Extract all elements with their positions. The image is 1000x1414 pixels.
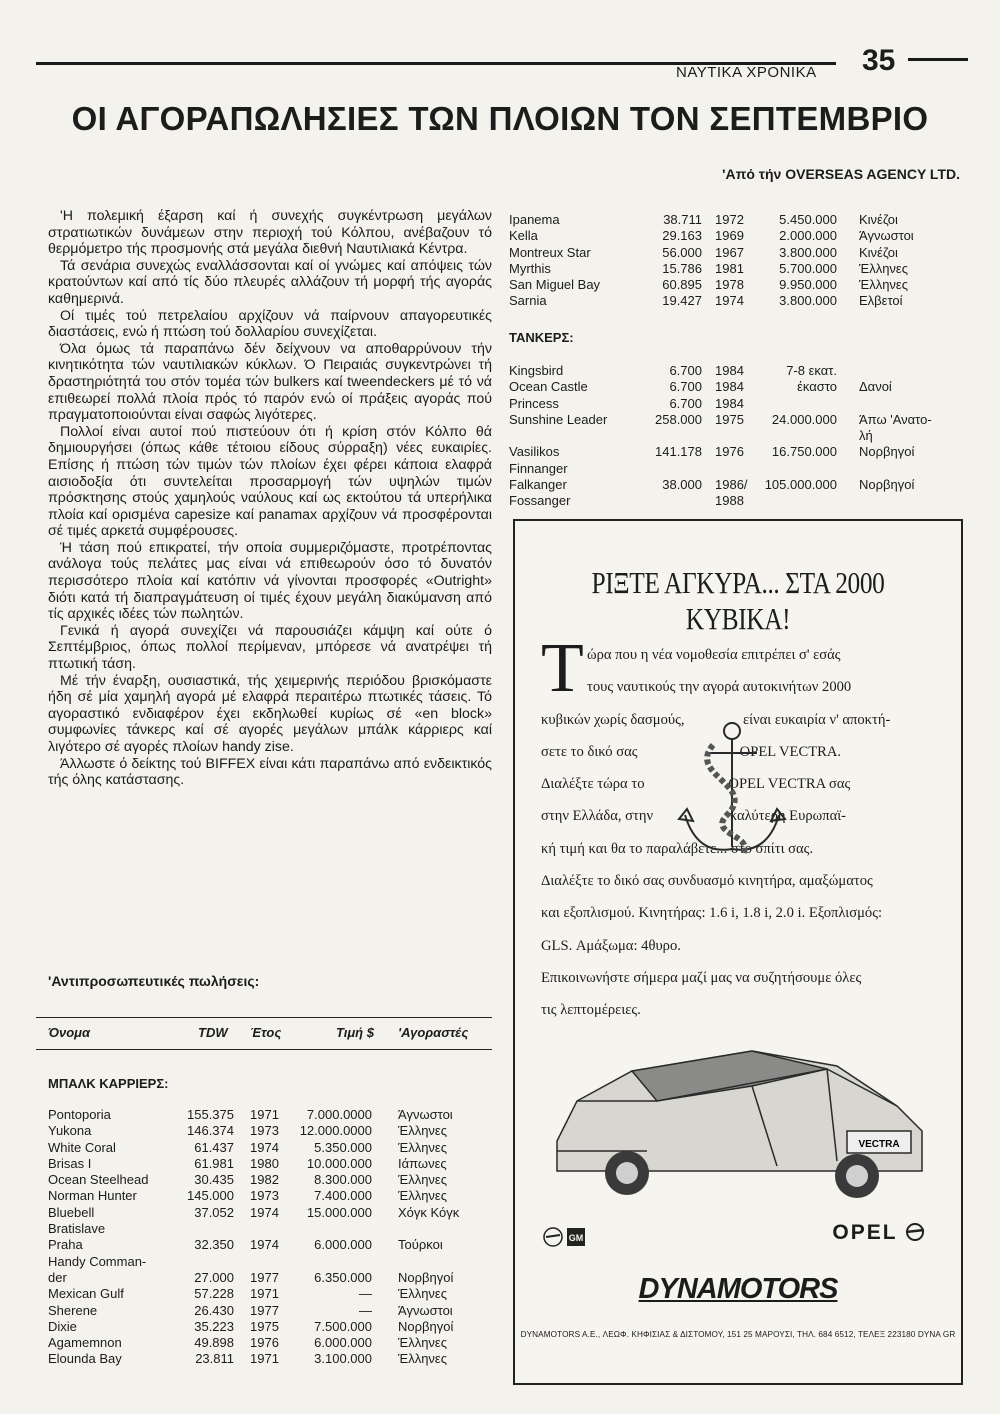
cell-name: Kingsbird (509, 363, 564, 378)
cell-buyers: Άγνωστοι (398, 1107, 453, 1122)
table-row (509, 493, 959, 509)
cell-tdw: 15.786 (662, 260, 702, 276)
cell-tdw: 38.711 (663, 212, 702, 227)
paragraph: 'Η πολεμική έξαρση καί ή συνεχής συγκέντρωση μεγάλων στρατιωτικών δυνάμεων στην περιοχή τού Κόλπου, ανέβαζουν τό θερμόμετρο τής προσμονής στά μεγάλα διεθνή Ναυτιλιακά Κέντρα. (48, 208, 492, 258)
cell-year: 1974 (250, 1237, 279, 1253)
cell-name: Ocean Steelhead (48, 1172, 149, 1188)
table-row (509, 396, 959, 412)
col-header-tdw: TDW (198, 1025, 228, 1040)
cell-buyers: Κινέζοι (859, 212, 898, 227)
cell-year: 1973 (250, 1188, 279, 1204)
cell-tdw: 19.427 (662, 293, 702, 309)
table-row (48, 1107, 478, 1123)
cell-year: 1980 (250, 1155, 279, 1171)
cell-price: 2.000.000 (779, 228, 837, 244)
cell-price: 5.450.000 (779, 212, 837, 227)
cell-buyers: Δανοί (859, 379, 892, 395)
cell-year: 1971 (250, 1351, 279, 1367)
cell-name: Mexican Gulf (48, 1286, 124, 1302)
table-row (509, 245, 959, 261)
cell-price: 105.000.000 (764, 477, 837, 493)
cell-name: Fossanger (509, 493, 571, 509)
table-row (48, 1205, 478, 1221)
table-row (48, 1140, 478, 1156)
cell-year: 1977 (250, 1269, 279, 1285)
ad-text-line: και εξοπλισμού. Κινητήρας: 1.6 i, 1.8 i, 2.0 i. Εξοπλισμός: (541, 905, 883, 922)
cell-price: 6.000.000 (314, 1335, 372, 1351)
table-row (509, 461, 959, 477)
cell-name: Myrthis (509, 260, 551, 276)
table-row (48, 1335, 478, 1351)
dealer-address: DYNAMOTORS A.E., ΛΕΩΦ. ΚΗΦΙΣΙΑΣ & ΔΙΣΤΟΜΟΥ, 151 25 ΜΑΡΟΥΣΙ, ΤΗΛ. 684 6512, ΤΕΛΕΞ 223180 DYNA GR (520, 1330, 956, 1339)
cell-year: 1974 (250, 1139, 279, 1155)
cell-tdw: 37.052 (194, 1204, 234, 1220)
cell-name: Sarnia (509, 293, 547, 309)
cell-buyers: Ελβετοί (859, 293, 903, 309)
cell-year: 1975 (715, 411, 744, 427)
cell-buyers: Έλληνες (398, 1335, 447, 1351)
cell-name: San Miguel Bay (509, 277, 601, 293)
cell-buyers: Ιάπωνες (398, 1155, 447, 1171)
cell-tdw: 26.430 (194, 1302, 234, 1318)
cell-price: 7.400.000 (314, 1188, 372, 1204)
cell-buyers: Έλληνες (398, 1172, 447, 1188)
cell-price: 6.000.000 (314, 1237, 372, 1253)
cell-buyers: Νορβηγοί (398, 1269, 454, 1285)
cell-name: der (48, 1269, 67, 1285)
cell-price: 10.000.000 (306, 1155, 372, 1171)
cell-tdw: 6.700 (669, 379, 702, 395)
page-number: 35 (862, 44, 896, 77)
sales-table-continued (509, 212, 959, 310)
table-row (509, 228, 959, 244)
cell-tdw: 155.375 (187, 1107, 234, 1122)
cell-price: 3.100.000 (314, 1351, 372, 1367)
ad-text-line: Διαλέξτε το δικό σας συνδυασμό κινητήρα, αμαξώματος (541, 873, 873, 890)
cell-year: 1977 (250, 1302, 279, 1318)
cell-year: 1986/ (715, 477, 748, 493)
cell-name: Ocean Castle (509, 379, 588, 395)
cell-name: Montreux Star (509, 244, 591, 260)
table-row (48, 1319, 478, 1335)
cell-tdw: 38.000 (662, 477, 702, 493)
cell-name: Handy Comman- (48, 1253, 147, 1269)
cell-price: — (359, 1286, 372, 1302)
cell-year: 1982 (250, 1172, 279, 1188)
cell-name: White Coral (48, 1139, 116, 1155)
table-row (48, 1123, 478, 1139)
table-row (48, 1172, 478, 1188)
ad-text-line: ώρα που η νέα νομοθεσία επιτρέπει σ' εσάς (587, 647, 841, 663)
cell-price: 7.500.000 (314, 1318, 372, 1334)
cell-tdw: 23.811 (195, 1351, 234, 1367)
col-header-price: Τιμή $ (336, 1025, 374, 1040)
cell-price: — (359, 1302, 372, 1318)
ad-text-line: τις λεπτομέρειες. (541, 1002, 641, 1019)
cell-year: 1976 (250, 1335, 279, 1351)
tankers-heading: ΤΑΝΚΕΡΣ: (509, 330, 574, 345)
opel-vectra-car-illustration (537, 1031, 937, 1206)
cell-price: 7-8 εκατ. (786, 363, 837, 378)
paragraph: Πολλοί είναι αυτοί πού πιστεύουν ότι ή κρίση στόν Κόλπο θά δημιουργήσει (όπως κάθε τέτοιου είδους σύρραξη) νέες ευκαιρίες. Επίσης ή πτώση τών τιμών τών πλοίων έχει φέρει κάποια ελαφρά αισιοδοξία ότι συντελείται προσαρμογή τών υψηλών τιμών πρόσκτησης στούς χαμηλούς ναύλους καί ως εκτούτου τά υπερήλικα πλοία καί ορισμένα capesize καί panamax αρχίζουν νά προσφέρονται σέ τιμές αρκετά συμφέρουσες. (48, 423, 492, 540)
cell-name: Sherene (48, 1302, 98, 1318)
cell-name: Bratislave (48, 1221, 106, 1237)
cell-name: Norman Hunter (48, 1188, 137, 1204)
opel-gm-badges-icon (543, 1226, 587, 1248)
magazine-name: ΝΑΥΤΙΚΑ ΧΡΟΝΙΚΑ (676, 64, 817, 81)
cell-buyers: Χόγκ Κόγκ (398, 1204, 460, 1220)
dealer-logo: DYNAMOTORS (638, 1273, 838, 1305)
cell-name: Pontoporia (48, 1107, 111, 1122)
cell-price: 5.350.000 (314, 1139, 372, 1155)
bulk-carriers-heading: ΜΠΑΛΚ ΚΑΡΡΙΕΡΣ: (48, 1076, 169, 1091)
cell-name: Vasilikos (509, 444, 560, 460)
col-header-year: Έτος (250, 1025, 282, 1040)
bulk-carriers-table (48, 1107, 478, 1368)
table-row (48, 1270, 478, 1286)
table-row (509, 412, 959, 428)
paragraph: Τά σενάρια συνεχώς εναλλάσσονται καί οί γνώμες καί απόψεις τών κρατούντων καί από τίς δύο πλευρές αλλάζουν τή μορφή τής αγοράς καθημερινά. (48, 257, 492, 307)
table-row (48, 1351, 478, 1367)
page-title: ΟΙ ΑΓΟΡΑΠΩΛΗΣΙΕΣ ΤΩΝ ΠΛΟΙΩΝ ΤΟΝ ΣΕΠΤΕΜΒΡΙΟ (71, 100, 929, 137)
ad-text-line: τους ναυτικούς την αγορά αυτοκινήτων 2000 (587, 679, 852, 696)
cell-price: 9.950.000 (779, 277, 837, 293)
table-row (48, 1188, 478, 1204)
opel-logo-icon (905, 1222, 925, 1242)
cell-year: 1972 (715, 212, 744, 227)
cell-buyers: Νορβηγοί (859, 444, 915, 460)
anchor-illustration (667, 715, 797, 865)
tankers-table (509, 363, 959, 510)
cell-year: 1974 (250, 1204, 279, 1220)
table-row (509, 277, 959, 293)
cell-tdw: 258.000 (655, 411, 702, 427)
header-rule-right (908, 58, 968, 61)
cell-tdw: 57.228 (194, 1286, 234, 1302)
cell-price: 3.800.000 (779, 244, 837, 260)
cell-year: 1981 (715, 260, 744, 276)
cell-year: 1973 (250, 1123, 279, 1139)
cell-buyers: Τούρκοι (398, 1237, 443, 1253)
cell-tdw: 29.163 (662, 228, 702, 244)
cell-year: 1971 (250, 1107, 279, 1122)
cell-buyers: Νορβηγοί (859, 477, 915, 493)
ad-text-line: στην Ελλάδα, στην καλύτερη Ευρωπαϊ- (541, 808, 847, 825)
cell-year: 1984 (715, 395, 744, 411)
col-header-buyers: 'Αγοραστές (398, 1025, 469, 1040)
table-row (509, 363, 959, 379)
license-plate: VECTRA (858, 1139, 900, 1150)
cell-buyers: Έλληνες (398, 1188, 447, 1204)
cell-price: 12.000.0000 (299, 1123, 372, 1139)
ad-text-line: Διαλέξτε τώρα το OPEL VECTRA σας (541, 776, 851, 793)
table-row (509, 293, 959, 309)
cell-name: Finnanger (509, 460, 568, 476)
cell-tdw: 141.178 (655, 444, 702, 460)
paragraph: Όλα όμως τά παραπάνω δέν δείχνουν να αποθαρρύνουν τήν κινητικότητα τών ναυτιλιακών κύκλων. Ό Πειραιάς συγκεντρώνει τή δραστηριότητά του στόν τομέα τών bulkers καί tweendeckers μέ τό νά επιθεωρεί πολλά πλοία πρός τό παρόν ενώ οί πράξεις αγοράς πού πραγματοποιούνται είναι σαφώς λιγότερες. (48, 340, 492, 424)
cell-year: 1967 (715, 244, 744, 260)
cell-name: Falkanger (509, 477, 567, 493)
cell-name: Praha (48, 1237, 83, 1253)
table-row (509, 379, 959, 395)
table-row (48, 1237, 478, 1253)
cell-name: Sunshine Leader (509, 411, 608, 427)
cell-tdw: 30.435 (194, 1172, 234, 1188)
sales-heading: 'Αντιπροσωπευτικές πωλήσεις: (48, 973, 260, 989)
cell-tdw: 49.898 (194, 1335, 234, 1351)
cell-name: Princess (509, 395, 559, 411)
cell-price: έκαστο (797, 379, 837, 395)
cell-buyers: Άγνωστοι (859, 228, 914, 244)
cell-tdw: 145.000 (187, 1188, 234, 1204)
paragraph: Μέ τήν έναρξη, ουσιαστικά, τής χειμερινής περιόδου βρισκόμαστε ήδη σέ μία χαμηλή αγορά μέ ελαφρά περαιτέρω πτωτικές τάσεις. Τό αγοραστικό ενδιαφέρον έχει εκδηλωθεί κυρίως σέ «en block» συμφωνίες τάνκερς καί σέ αγορές μεγάλων μπάλκ κάρριερς καί λιγότερο σέ αγορές πλοίων handy zise. (48, 672, 492, 755)
cell-name: Ipanema (509, 212, 560, 227)
ad-text-line: σετε το δικό σας OPEL VECTRA. (541, 743, 842, 760)
table-row (48, 1286, 478, 1302)
cell-tdw: 56.000 (662, 244, 702, 260)
cell-price: 6.350.000 (314, 1269, 372, 1285)
cell-tdw: 27.000 (194, 1269, 234, 1285)
paragraph: Ή τάση πού επικρατεί, τήν οποία συμμεριζόμαστε, προτρέποντας ανάλογα τούς πελάτες μας είναι νά επιθεωρούν όσο τό δυνατόν περισσότερο πλοία καί κατόπιν νά γίνονται προσφορές «Outright» διότι κατά τή διαπραγμάτευση οί τιμές έχουν μεγάλη διακύμανση από τίς αρχικές ιδέες τών πωλητών. (48, 539, 492, 623)
brand-badges (543, 1226, 587, 1253)
cell-buyers: Έλληνες (398, 1286, 447, 1302)
cell-price: 5.700.000 (779, 260, 837, 276)
cell-price: 3.800.000 (779, 293, 837, 309)
gm-badge-text: GM (568, 1233, 584, 1243)
cell-buyers: Έλληνες (398, 1123, 447, 1139)
table-rule-bottom (36, 1049, 492, 1050)
article-body (48, 208, 492, 789)
cell-name: Kella (509, 228, 538, 244)
cell-buyers: Κινέζοι (859, 244, 898, 260)
cell-tdw: 60.895 (662, 277, 702, 293)
cell-name: Brisas I (48, 1155, 92, 1171)
cell-price: 8.300.000 (314, 1172, 372, 1188)
paragraph: Οί τιμές τού πετρελαίου αρχίζουν νά παίρνουν απαγορευτικές διαστάσεις, ενώ ή πτώση τού δολλαρίου συνεχίζεται. (48, 307, 492, 341)
cell-name: Bluebell (48, 1204, 95, 1220)
cell-price: 24.000.000 (771, 411, 837, 427)
cell-name: Elounda Bay (48, 1351, 122, 1367)
cell-name: Dixie (48, 1318, 77, 1334)
cell-tdw: 61.437 (194, 1139, 234, 1155)
table-row (509, 261, 959, 277)
table-row (509, 444, 959, 460)
cell-tdw: 146.374 (187, 1123, 234, 1139)
paragraph: Γενικά ή αγορά συνεχίζει νά παρουσιάζει κάμψη καί ούτε ό Σεπτέμβριος, όπως πολλοί περίμεναν, μπόρεσε νά ανατρέψει τή πτωτική τάση. (48, 622, 492, 673)
ad-dropcap: Τ (541, 630, 584, 707)
cell-year: 1984 (715, 379, 744, 395)
cell-tdw: 32.350 (194, 1237, 234, 1253)
cell-year: 1988 (715, 493, 744, 509)
cell-year: 1974 (715, 293, 744, 309)
cell-year: 1984 (715, 363, 744, 378)
ad-title: ΡΙΞΤΕ ΑΓΚΥΡΑ... ΣΤΑ 2000 ΚΥΒΙΚΑ! (591, 565, 885, 636)
cell-buyers: Άγνωστοι (398, 1302, 453, 1318)
table-row (509, 477, 959, 493)
cell-tdw: 61.981 (194, 1155, 234, 1171)
cell-buyers: Έλληνες (398, 1139, 447, 1155)
cell-year: 1978 (715, 277, 744, 293)
cell-buyers: λή (859, 428, 873, 444)
table-row (48, 1254, 478, 1270)
cell-tdw: 6.700 (669, 395, 702, 411)
cell-tdw: 6.700 (669, 363, 702, 378)
ad-text-line: Επικοινωνήστε σήμερα μαζί μας να συζητήσουμε όλες (541, 969, 862, 986)
ad-text-line: κυβικών χωρίς δασμούς, είναι ευκαιρία ν' αποκτή- (541, 711, 891, 728)
cell-year: 1976 (715, 444, 744, 460)
cell-price: 7.000.0000 (306, 1107, 372, 1122)
cell-buyers: Έλληνες (398, 1351, 447, 1367)
table-row (509, 428, 959, 444)
cell-buyers: Άπω 'Ανατο- (859, 411, 932, 427)
table-row (509, 212, 959, 228)
cell-year: 1971 (250, 1286, 279, 1302)
cell-name: Yukona (48, 1123, 92, 1139)
opel-brand-name: OPEL (832, 1221, 898, 1244)
cell-buyers: Νορβηγοί (398, 1318, 454, 1334)
cell-year: 1975 (250, 1318, 279, 1334)
opel-advertisement (513, 519, 963, 1385)
cell-tdw: 35.223 (194, 1318, 234, 1334)
cell-buyers: Έλληνες (859, 277, 908, 293)
paragraph: Άλλωστε ό δείκτης τού BIFFEX είναι κάτι παραπάνω από ενδεικτικός τής όλης κατάστασης. (48, 755, 492, 789)
col-header-name: Όνομα (48, 1025, 91, 1040)
table-rule-top (36, 1017, 492, 1018)
cell-price: 15.000.000 (306, 1204, 372, 1220)
ad-text-line: κή τιμή και θα το παραλάβετε... στο σπίτι σας. (541, 840, 814, 857)
cell-year: 1969 (715, 228, 744, 244)
cell-name: Agamemnon (48, 1335, 122, 1351)
cell-buyers: Έλληνες (859, 260, 908, 276)
table-row (48, 1221, 478, 1237)
ad-text-line: GLS. Αμάξωμα: 4θυρο. (541, 937, 681, 954)
table-row (48, 1303, 478, 1319)
cell-price: 16.750.000 (771, 444, 837, 460)
article-source: 'Από τήν OVERSEAS AGENCY LTD. (722, 166, 960, 182)
table-row (48, 1156, 478, 1172)
opel-brand (832, 1221, 925, 1245)
